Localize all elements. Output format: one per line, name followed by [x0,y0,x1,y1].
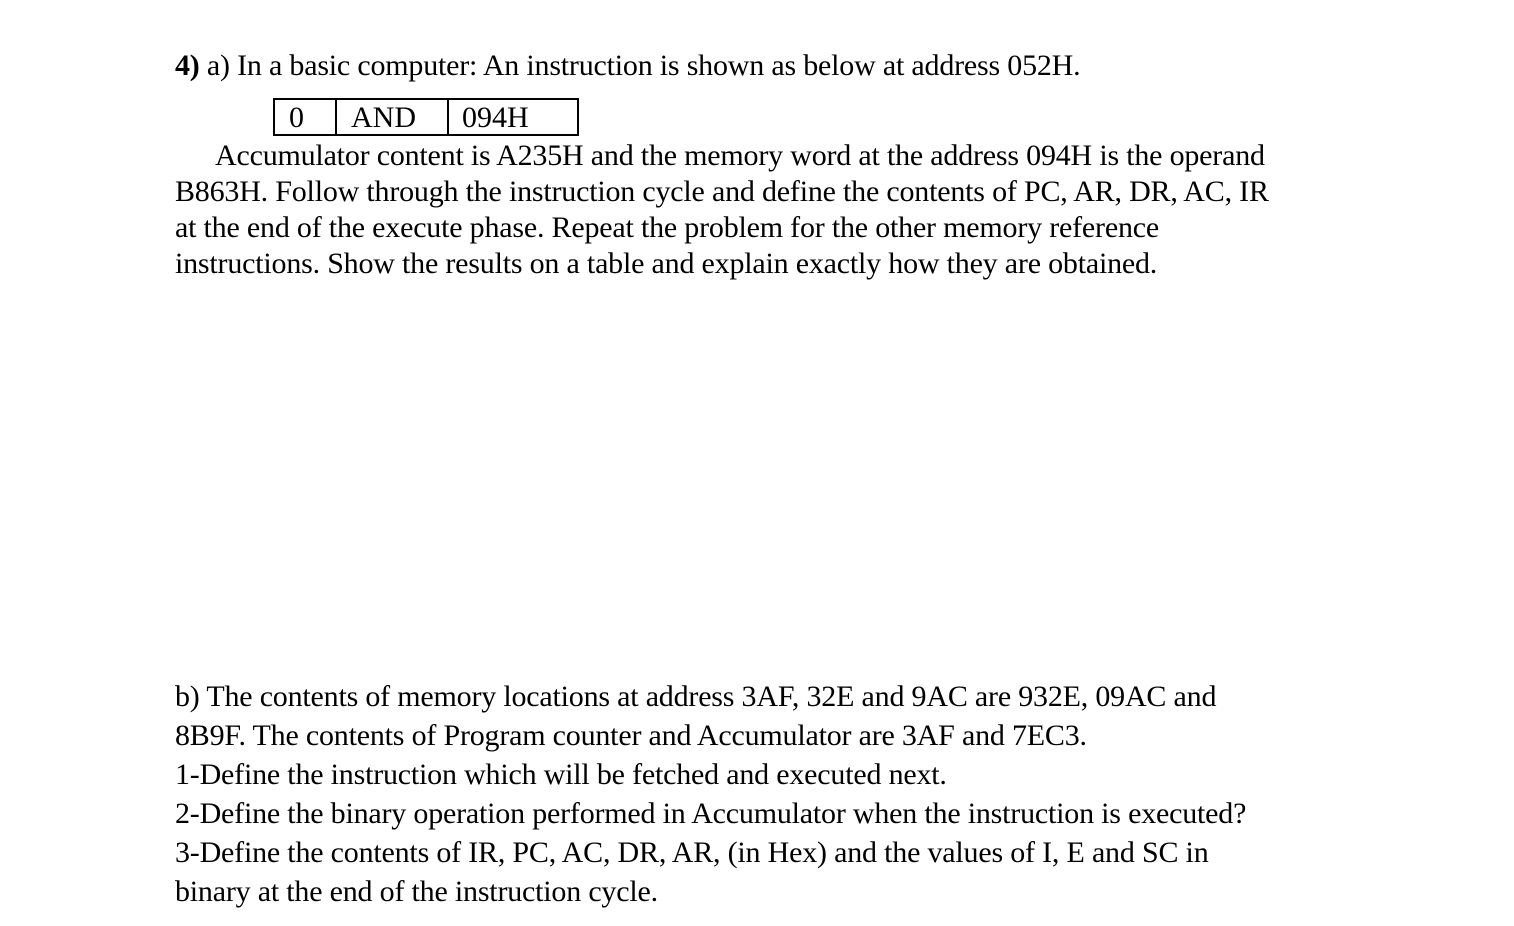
question-number: 4) [175,49,200,82]
instruction-address: 094H [462,101,529,134]
part-b-line: 8B9F. The contents of Program counter and Accumulator are 3AF and 7EC3. [175,719,1087,752]
part-a-heading-text: a) In a basic computer: An instruction is shown as below at address 052H. [199,49,1081,82]
part-b-question-3-continued: binary at the end of the instruction cycle. [175,875,658,908]
part-b-question-1: 1-Define the instruction which will be fetched and executed next. [175,758,947,791]
instruction-format-box [273,98,579,136]
part-b-question-2: 2-Define the binary operation performed in Accumulator when the instruction is executed? [175,797,1247,830]
part-a-paragraph-line: instructions. Show the results on a table and explain exactly how they are obtained. [175,247,1158,280]
instruction-opcode: AND [337,100,449,134]
part-a-paragraph-line: B863H. Follow through the instruction cycle and define the contents of PC, AR, DR, AC, IR [175,175,1269,208]
instruction-indirect-bit: 0 [275,100,337,134]
part-a-paragraph-line: at the end of the execute phase. Repeat the problem for the other memory reference [175,211,1159,244]
part-a-heading [175,48,1080,84]
part-a-paragraph-line: Accumulator content is A235H and the memory word at the address 094H is the operand [215,139,1265,172]
part-b-line: b) The contents of memory locations at address 3AF, 32E and 9AC are 932E, 09AC and [175,680,1217,713]
part-b-question-3: 3-Define the contents of IR, PC, AC, DR, AR, (in Hex) and the values of I, E and SC in [175,836,1209,869]
